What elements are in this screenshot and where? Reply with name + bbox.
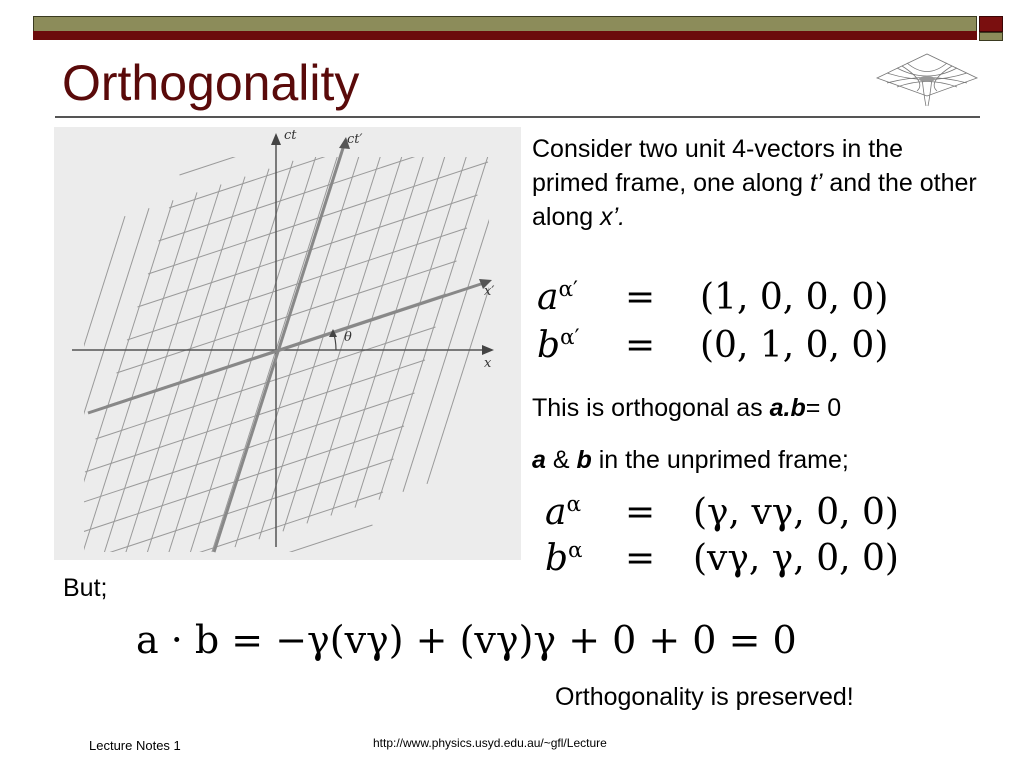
intro-t-prime: t’ <box>809 169 823 197</box>
intro-x-prime: x’. <box>600 203 626 231</box>
eq3-rhs: (γ, vγ, 0, 0) <box>693 492 899 533</box>
eq3-lhs: a <box>545 492 567 533</box>
slide-title: Orthogonality <box>62 55 360 111</box>
orthogonal-value: = 0 <box>805 394 842 422</box>
title-divider <box>55 116 980 118</box>
eq4-lhs: b <box>545 538 569 579</box>
eq2-lhs: b <box>537 325 561 366</box>
label-x: x <box>484 356 492 371</box>
unprimed-amp: & <box>545 446 577 474</box>
eq4-sup: α <box>568 538 583 563</box>
header-bar-olive <box>33 16 977 32</box>
orthogonal-statement <box>532 391 841 425</box>
eq4-rhs: (vγ, γ, 0, 0) <box>693 538 899 579</box>
label-x-prime: x′ <box>484 284 495 299</box>
eq2-rhs: (0, 1, 0, 0) <box>700 325 889 366</box>
label-ct-prime: ct′ <box>347 132 363 147</box>
conclusion-text: Orthogonality is preserved! <box>555 683 854 711</box>
intro-paragraph <box>532 132 982 234</box>
header-square-olive <box>979 32 1003 41</box>
footer-lecture-notes: Lecture Notes 1 <box>89 738 181 753</box>
orthogonal-text: This is orthogonal as <box>532 394 770 422</box>
unprimed-statement <box>532 443 849 477</box>
spacetime-mesh-logo <box>872 46 982 108</box>
dot-product-equation: a · b = −γ(vγ) + (vγ)γ + 0 + 0 = 0 <box>136 618 797 662</box>
eq1-rhs: (1, 0, 0, 0) <box>700 277 889 318</box>
footer-url: http://www.physics.usyd.edu.au/~gfl/Lecture <box>373 736 607 750</box>
header-square-red <box>979 16 1003 32</box>
eq3-sup: α <box>566 492 582 517</box>
eq1-lhs: a <box>537 277 559 318</box>
header-bar-dark <box>33 31 977 40</box>
unprimed-b: b <box>576 446 592 474</box>
label-theta: θ <box>344 330 352 345</box>
but-label: But; <box>63 574 108 602</box>
orthogonal-ab: a.b <box>769 394 806 422</box>
unprimed-a: a <box>532 446 546 474</box>
eq1-sup: α′ <box>558 277 578 302</box>
label-ct: ct <box>284 128 297 143</box>
unprimed-equations: $a^\alpha$ = (γ, vγ, 0, 0) $b^\alpha$ = (vγ, γ, 0, 0) <box>545 492 899 579</box>
unprimed-rest: in the unprimed frame; <box>591 446 849 474</box>
intro-mid: and the other along <box>532 169 977 231</box>
intro-text: Consider two unit 4-vectors in the primed frame, one along <box>532 135 904 197</box>
spacetime-diagram <box>54 127 521 560</box>
eq2-sup: α′ <box>560 325 580 350</box>
primed-equations: $a^{\alpha'}$ = (1, 0, 0, 0) $b^{\alpha'}$ = (0, 1, 0, 0) <box>537 277 889 366</box>
